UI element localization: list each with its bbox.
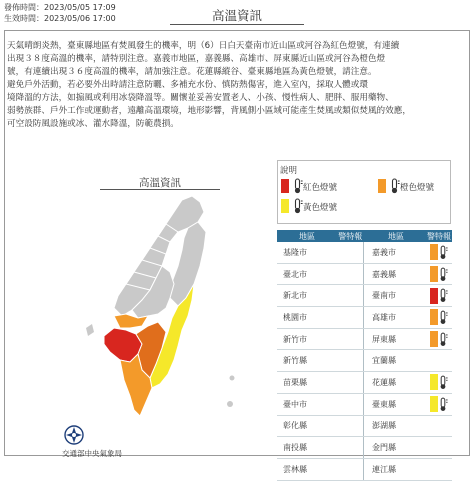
- warning-badge-orange: [430, 309, 438, 325]
- region-warning-table: [277, 230, 452, 481]
- table-row: [277, 437, 452, 459]
- description-line: 天氣晴朗炎熱，臺東縣地區有焚風發生的機率，明（6）日白天臺南市近山區或河谷為紅色燈號，有連續: [7, 41, 400, 51]
- warning-badge-orange: [430, 331, 438, 347]
- warning-cell: [337, 458, 364, 480]
- thermometer-icon: [438, 245, 448, 260]
- region-name: 雲林縣: [277, 458, 337, 480]
- region-name: 苗栗縣: [277, 372, 337, 394]
- region-name: 臺北市: [277, 263, 337, 285]
- warning-cell: [426, 437, 452, 459]
- thermometer-icon: [438, 375, 448, 390]
- warning-badge-red: [430, 288, 438, 304]
- warning-cell: [337, 285, 364, 307]
- title-underline: [170, 24, 304, 25]
- issue-times: [4, 2, 116, 24]
- warning-cell: [337, 372, 364, 394]
- warning-cell: [426, 372, 452, 394]
- valid-time: 生效時間：2023/05/06 17:00: [4, 14, 116, 23]
- table-row: [277, 328, 452, 350]
- warning-badge-yellow: [430, 396, 438, 412]
- warning-cell: [426, 328, 452, 350]
- thermometer-icon: [438, 288, 448, 303]
- table-row: [277, 458, 452, 480]
- warning-badge-yellow: [430, 374, 438, 390]
- warning-description: [7, 40, 467, 131]
- description-line: 避免戶外活動，若必要外出時請注意防曬、多補充水份、慎防熱傷害，進入室內，採取人體或環: [7, 80, 368, 90]
- cwa-logo-icon: [64, 424, 84, 446]
- region-name: 臺中市: [277, 393, 337, 415]
- legend-swatch-orange: [378, 179, 386, 193]
- region-name: 臺東縣: [366, 393, 426, 415]
- region-name: 臺南市: [366, 285, 426, 307]
- page-title: 高溫資訊: [211, 8, 262, 23]
- column-header-region: 地區: [277, 230, 337, 242]
- region-name: 新北市: [277, 285, 337, 307]
- region-name: 花蓮縣: [366, 372, 426, 394]
- region-name: 屏東縣: [366, 328, 426, 350]
- issued-time: 發佈時間：2023/05/05 17:09: [4, 3, 116, 12]
- region-name: 南投縣: [277, 437, 337, 459]
- thermometer-icon: [438, 267, 448, 282]
- region-name: 基隆市: [277, 242, 337, 263]
- agency-name: 交通部中央氣象局: [62, 449, 122, 458]
- taiwan-map: [82, 188, 252, 428]
- warning-cell: [337, 263, 364, 285]
- description-line: 號，有連續出現３６度高溫的機率，請加強注意。花蓮縣縱谷、臺東縣地區為黃色燈號，請注意。: [7, 67, 377, 77]
- region-name: 新竹市: [277, 328, 337, 350]
- region-name: 彰化縣: [277, 415, 337, 437]
- warning-cell: [426, 350, 452, 372]
- table-row: [277, 350, 452, 372]
- table-header-row: [277, 230, 452, 242]
- warning-cell: [426, 263, 452, 285]
- table-row: [277, 263, 452, 285]
- thermometer-icon: [438, 397, 448, 412]
- region-name: 高雄市: [366, 307, 426, 329]
- legend-label-yellow: 黃色燈號: [303, 203, 338, 213]
- warning-cell: [426, 307, 452, 329]
- column-header-warning: 警特報: [427, 231, 451, 241]
- warning-cell: [337, 350, 364, 372]
- warning-cell: [426, 285, 452, 307]
- region-name: 連江縣: [366, 458, 426, 480]
- thermometer-icon: [389, 178, 400, 194]
- legend-swatch-yellow: [281, 199, 289, 213]
- table-row: [277, 393, 452, 415]
- warning-cell: [337, 307, 364, 329]
- warning-badge-orange: [430, 266, 438, 282]
- column-header-warning: 警特報: [338, 231, 363, 241]
- thermometer-icon: [292, 178, 303, 194]
- region-name: 嘉義縣: [366, 263, 426, 285]
- table-row: [277, 307, 452, 329]
- legend-label-red: 紅色燈號: [303, 183, 338, 193]
- column-header-region: 地區: [366, 230, 426, 242]
- region-name: 澎湖縣: [366, 415, 426, 437]
- region-name: 宜蘭縣: [366, 350, 426, 372]
- warning-cell: [426, 242, 452, 263]
- legend-label-orange: 橙色燈號: [400, 183, 435, 193]
- map-title: 高溫資訊: [139, 177, 181, 189]
- warning-cell: [337, 415, 364, 437]
- thermometer-icon: [438, 332, 448, 347]
- region-name: 嘉義市: [366, 242, 426, 263]
- warning-cell: [337, 393, 364, 415]
- region-name: 桃園市: [277, 307, 337, 329]
- warning-cell: [337, 328, 364, 350]
- warning-cell: [337, 242, 364, 263]
- thermometer-icon: [292, 198, 303, 214]
- description-line: 境降溫的方法，如搧風或利用冰袋降溫等。關懷並妥善安置老人、小孩、慢性病人、肥胖、服用藥物、: [7, 93, 394, 103]
- table-row: [277, 285, 452, 307]
- table-row: [277, 372, 452, 394]
- legend-swatch-red: [281, 179, 289, 193]
- description-line: 弱勢族群、戶外工作或運動者，遠離高溫環境，地形影響，背風側小區域可能產生焚風或類似焚風的效應，: [7, 106, 411, 116]
- description-line: 可空設防風設施或冰、灌水降溫，防範農損。: [7, 119, 179, 129]
- warning-badge-orange: [430, 244, 438, 260]
- warning-cell: [426, 415, 452, 437]
- warning-cell: [337, 437, 364, 459]
- table-row: [277, 415, 452, 437]
- legend-title: 說明: [280, 166, 298, 176]
- region-name: 新竹縣: [277, 350, 337, 372]
- region-name: 金門縣: [366, 437, 426, 459]
- warning-cell: [426, 393, 452, 415]
- table-row: [277, 242, 452, 263]
- warning-cell: [426, 458, 452, 480]
- thermometer-icon: [438, 310, 448, 325]
- description-line: 出現３８度高溫的機率，請特別注意。嘉義市地區，嘉義縣、高雄市、屏東縣近山區或河谷為橙色燈: [7, 54, 386, 64]
